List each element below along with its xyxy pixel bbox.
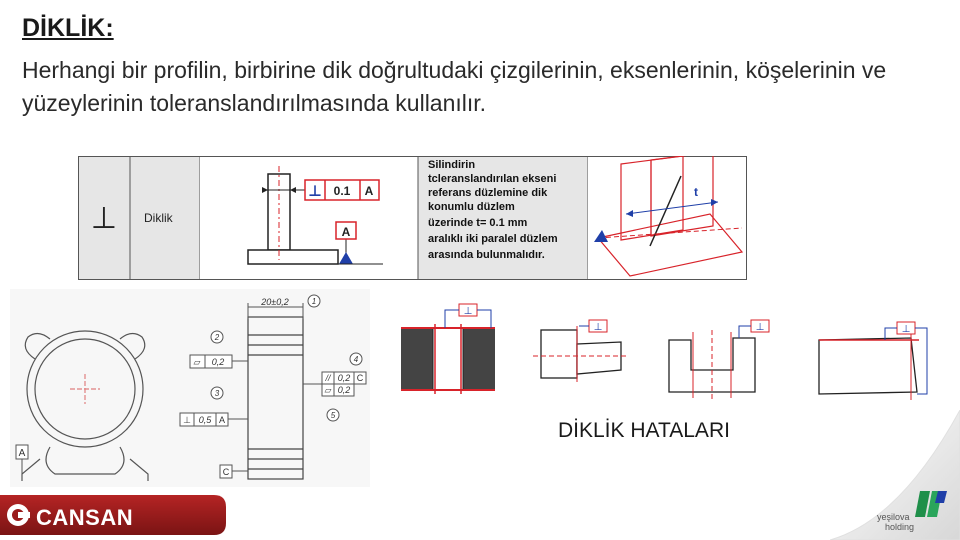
- example-3-symbol: ⊥: [755, 322, 765, 333]
- explanation-line: aralıklı iki paralel düzlem: [428, 233, 558, 245]
- parallel-value: 0,2: [337, 373, 351, 383]
- explanation-line: arasında bulunmalıdır.: [428, 249, 545, 261]
- perp-symbol: ⊥: [183, 416, 191, 426]
- partner-line-2: holding: [885, 522, 915, 532]
- symbol-name: Diklik: [144, 211, 173, 225]
- perpendicularity-error-examples: [383, 290, 934, 408]
- yesilova-logo-icon: [914, 487, 948, 521]
- datum-c-label: C: [222, 467, 230, 477]
- perp-value: 0,5: [198, 415, 212, 425]
- example-4-symbol: ⊥: [901, 324, 911, 335]
- parallel-datum: C: [356, 373, 364, 383]
- balloon-5: 5: [330, 411, 336, 420]
- balloon-1: 1: [311, 297, 317, 306]
- balloon-2: 2: [214, 333, 220, 342]
- dimension-text: 20±0,2: [261, 297, 289, 307]
- balloon-3: 3: [214, 389, 220, 398]
- svg-text://: //: [325, 373, 331, 383]
- tolerance-t-label: t: [694, 185, 698, 199]
- technical-drawing: [10, 289, 370, 487]
- datum-label: A: [341, 225, 351, 239]
- explanation-line: Silindirin: [428, 159, 476, 171]
- svg-text:▱: ▱: [193, 357, 201, 367]
- error-examples-figure: [383, 290, 934, 408]
- symbol-table-figure: [78, 156, 747, 280]
- perpendicularity-symbol: ⊥: [90, 201, 118, 236]
- tolerance-frame: [305, 180, 379, 200]
- example-2-symbol: ⊥: [593, 322, 603, 333]
- datum-a-label: A: [18, 448, 26, 459]
- slide-description: Herhangi bir profilin, birbirine dik doğrultudaki çizgilerinin, eksenlerinin, köşelerinin ve yüzeylerinin toleranslandırılmasında kullanılır.: [22, 57, 887, 116]
- partner-line-1: yeşilova: [877, 512, 910, 522]
- perpendicularity-symbol-table: [78, 156, 747, 280]
- explanation-line: referans düzlemine dik: [428, 187, 548, 199]
- balloon-4: 4: [353, 355, 359, 364]
- perp-datum: A: [218, 415, 226, 425]
- frame-symbol: ⊥: [308, 182, 322, 200]
- slide-title: DİKLİK:: [22, 14, 114, 42]
- example-1-symbol: ⊥: [463, 306, 473, 317]
- errors-caption: DİKLİK HATALARI: [558, 419, 730, 442]
- explanation-line: tcleranslandırılan ekseni: [428, 173, 557, 185]
- explanation-line: üzerinde t= 0.1 mm: [428, 217, 528, 229]
- technical-drawing-figure: [10, 289, 370, 487]
- brand-name: CANSAN: [36, 505, 134, 530]
- svg-text:▱: ▱: [324, 385, 332, 395]
- flatness-value-2: 0,2: [337, 385, 351, 395]
- partner-name: [877, 512, 914, 532]
- frame-value: 0.1: [333, 184, 351, 198]
- explanation-line: konumlu düzlem: [428, 201, 515, 213]
- frame-datum: A: [364, 184, 374, 198]
- flatness-value: 0,2: [211, 357, 225, 367]
